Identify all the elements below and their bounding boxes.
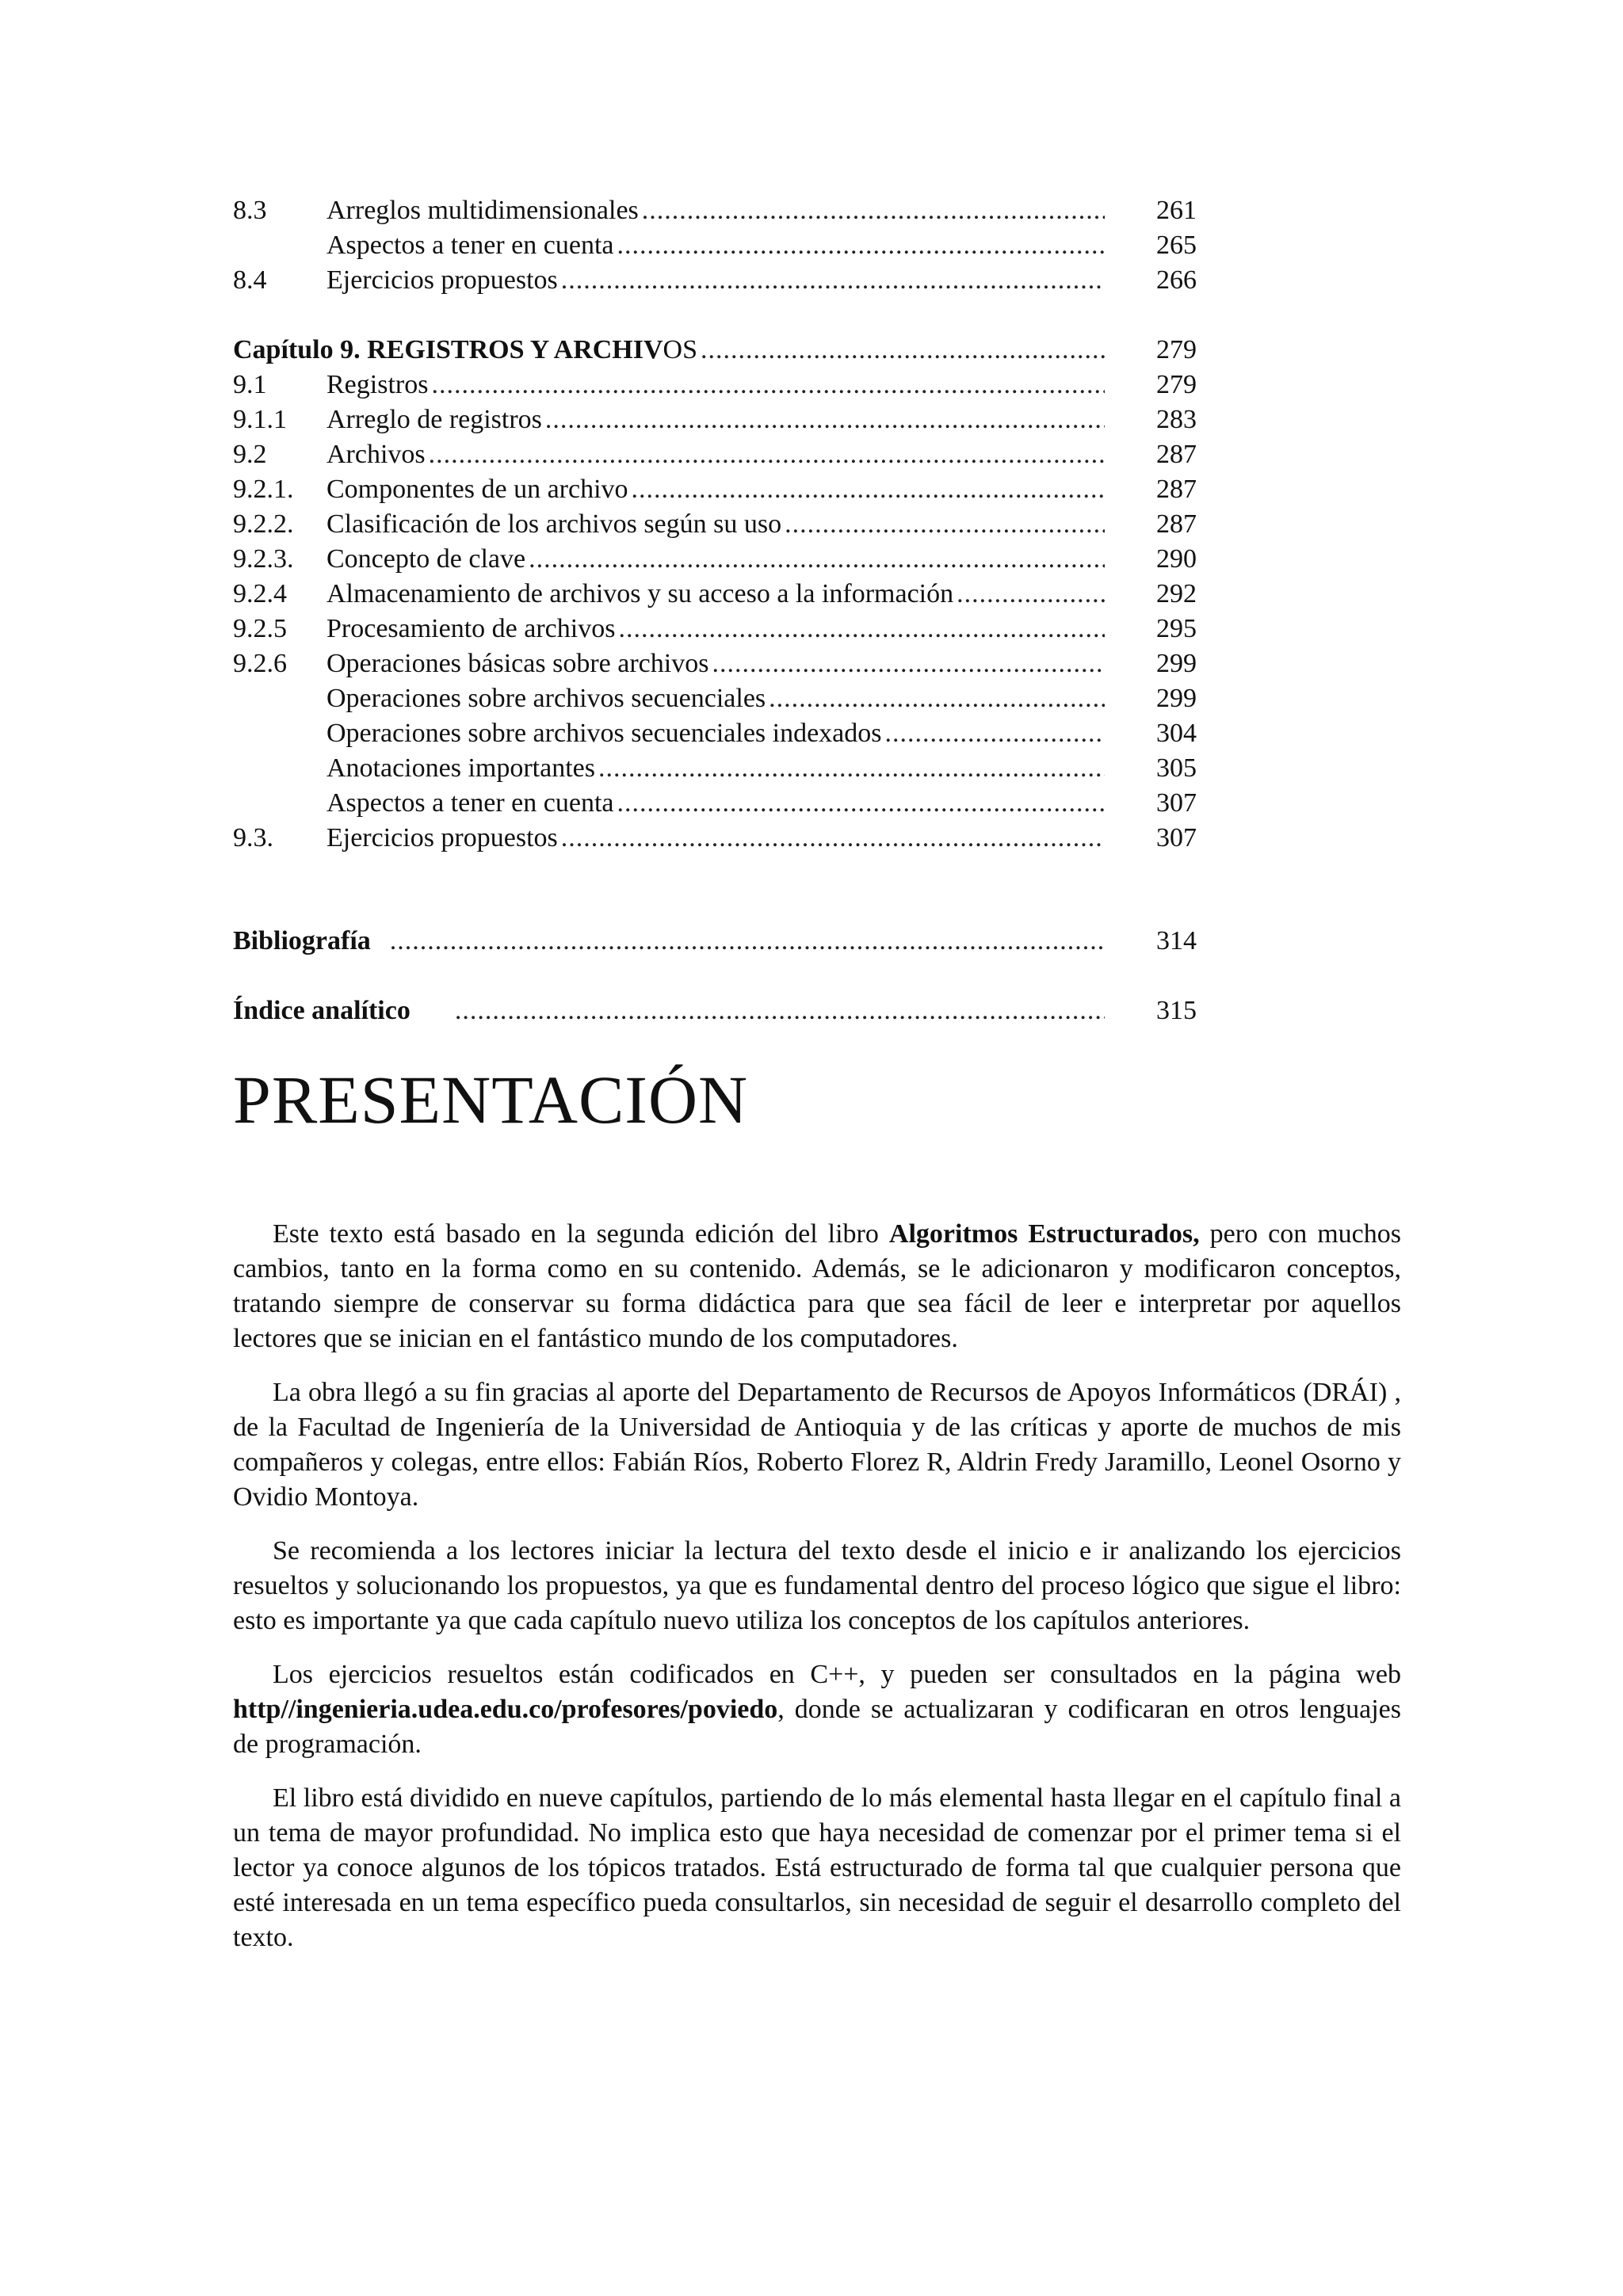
toc-dot-leader bbox=[712, 646, 1105, 681]
toc-entry bbox=[233, 577, 1197, 612]
toc-entry-page: 290 bbox=[1156, 544, 1197, 574]
toc-dot-leader bbox=[431, 368, 1105, 402]
toc-entry bbox=[233, 716, 1197, 751]
toc-entry bbox=[233, 507, 1197, 542]
toc-entry-page: 287 bbox=[1156, 440, 1197, 469]
paragraph bbox=[233, 1657, 1401, 1762]
toc-entry bbox=[233, 402, 1197, 437]
toc-entry bbox=[233, 681, 1197, 716]
toc-dot-leader bbox=[885, 716, 1105, 751]
toc-entry-page: 279 bbox=[1156, 335, 1197, 364]
toc-bibliography-entry bbox=[233, 924, 1197, 959]
toc-entry-number: 9.2.5 bbox=[233, 614, 287, 643]
toc-entry-number: 9.2.4 bbox=[233, 579, 287, 608]
paragraph-text: , donde se actualizaran y codificaran en otros lenguajes de programación. bbox=[233, 1695, 1401, 1759]
toc-entry-page: 279 bbox=[1156, 370, 1197, 399]
toc-entry-page: 287 bbox=[1156, 475, 1197, 504]
toc-entry-page: 287 bbox=[1156, 509, 1197, 539]
toc-entry bbox=[233, 646, 1197, 681]
toc-entry-page: 299 bbox=[1156, 684, 1197, 713]
toc-entry-page: 265 bbox=[1156, 231, 1197, 260]
paragraph bbox=[233, 1217, 1401, 1356]
toc-entry bbox=[233, 542, 1197, 577]
toc-entry bbox=[233, 472, 1197, 507]
toc-entry-title: Concepto de clave bbox=[327, 544, 526, 574]
toc-entry-title: Aspectos a tener en cuenta bbox=[327, 788, 614, 818]
toc-entry-page: 292 bbox=[1156, 579, 1197, 608]
toc-index-entry bbox=[233, 994, 1197, 1028]
toc-entry-title: Operaciones sobre archivos secuenciales indexados bbox=[327, 719, 882, 748]
toc-entry-page: 315 bbox=[1156, 996, 1197, 1025]
toc-entry-title: Registros bbox=[327, 370, 429, 399]
toc-dot-leader bbox=[429, 437, 1105, 472]
toc-entry-number: 9.2.3. bbox=[233, 544, 294, 574]
toc-dot-leader bbox=[632, 472, 1105, 507]
toc-dot-leader bbox=[701, 333, 1105, 368]
toc-dot-leader bbox=[529, 542, 1105, 577]
toc-entry-page: 266 bbox=[1156, 265, 1197, 295]
toc-entry-title: Aspectos a tener en cuenta bbox=[327, 231, 614, 260]
toc-dot-leader bbox=[545, 402, 1105, 437]
toc-entry-number: 9.3. bbox=[233, 823, 273, 852]
toc-entry-page: 283 bbox=[1156, 405, 1197, 434]
toc-dot-leader bbox=[561, 263, 1105, 298]
toc-entry-page: 305 bbox=[1156, 753, 1197, 783]
toc-entry bbox=[233, 786, 1197, 821]
toc-entry-number: 9.2.1. bbox=[233, 475, 294, 504]
toc-entry-number: 9.2 bbox=[233, 440, 267, 469]
toc-entry bbox=[233, 751, 1197, 786]
toc-entry-title: Arreglos multidimensionales bbox=[327, 196, 639, 225]
toc-dot-leader bbox=[642, 193, 1105, 228]
toc-entry-title: Operaciones básicas sobre archivos bbox=[327, 649, 709, 678]
toc-chapter-title-light: OS bbox=[663, 335, 698, 364]
toc-dot-leader bbox=[785, 507, 1105, 542]
table-of-contents bbox=[233, 193, 1197, 1028]
paragraph: El libro está dividido en nueve capítulos, partiendo de lo más elemental hasta llegar en el capítulo final a un tema de mayor profundidad. No implica esto que haya necesidad de comenzar por el primer tema si el lector ya conoce algunos de los tópicos tratados. Está estructurado de forma tal que cualquier persona que esté interesada en un tema específico pueda consultarlos, sin necesidad de seguir el desarrollo completo del texto. bbox=[233, 1783, 1401, 1952]
toc-entry-title: Almacenamiento de archivos y su acceso a la información bbox=[327, 579, 954, 608]
toc-entry-page: 261 bbox=[1156, 196, 1197, 225]
paragraph: Se recomienda a los lectores iniciar la lectura del texto desde el inicio e ir analizando los ejercicios resueltos y solucionando los propuestos, ya que es fundamental dentro del proceso lógico que sigue el libro: esto es importante ya que cada capítulo nuevo utiliza los conceptos de los capítulos anteriores. bbox=[233, 1536, 1401, 1635]
toc-entry-number: 9.2.2. bbox=[233, 509, 294, 539]
toc-entry-page: 314 bbox=[1156, 926, 1197, 955]
toc-dot-leader bbox=[617, 228, 1106, 263]
paragraph-text: pero con muchos cambios, tanto en la forma como en su contenido. Además, se le adicionaron y modificaron conceptos, tratando siempre de conservar su forma didáctica para que sea fácil de leer e interpretar por aquellos lectores que se inician en el fantástico mundo de los computadores. bbox=[233, 1219, 1401, 1353]
toc-entry bbox=[233, 437, 1197, 472]
toc-entry-title: Procesamiento de archivos bbox=[327, 614, 616, 643]
toc-chapter-entry bbox=[233, 333, 1197, 368]
toc-entry-title: Clasificación de los archivos según su uso bbox=[327, 509, 782, 539]
paragraph-text: Este texto está basado en la segunda edición del libro bbox=[273, 1219, 889, 1249]
toc-entry-title: Anotaciones importantes bbox=[327, 753, 595, 783]
toc-dot-leader bbox=[617, 786, 1106, 821]
toc-entry bbox=[233, 612, 1197, 646]
toc-entry-number: 9.1 bbox=[233, 370, 267, 399]
toc-entry-number: 9.1.1 bbox=[233, 405, 287, 434]
toc-entry-number: 8.3 bbox=[233, 196, 267, 225]
toc-entry bbox=[233, 821, 1197, 856]
paragraph-text: Los ejercicios resueltos están codificados en C++, y pueden ser consultados en la página web bbox=[273, 1660, 1401, 1689]
book-title: Algoritmos Estructurados, bbox=[888, 1219, 1200, 1249]
toc-entry-title: Componentes de un archivo bbox=[327, 475, 628, 504]
paragraph: La obra llegó a su fin gracias al aporte del Departamento de Recursos de Apoyos Informáticos (DRÁI) , de la Facultad de Ingeniería de la Universidad de Antioquia y de las críticas y aporte de muchos de mis compañeros y colegas, entre ellos: Fabián Ríos, Roberto Florez R, Aldrin Fredy Jaramillo, Leonel Osorno y Ovidio Montoya. bbox=[233, 1378, 1401, 1512]
toc-chapter-title bbox=[233, 333, 697, 368]
toc-entry bbox=[233, 193, 1197, 228]
toc-entry-title: Ejercicios propuestos bbox=[327, 823, 558, 852]
toc-entry-number: 8.4 bbox=[233, 265, 267, 295]
toc-dot-leader bbox=[455, 994, 1105, 1028]
toc-entry bbox=[233, 228, 1197, 263]
toc-dot-leader bbox=[561, 821, 1105, 856]
toc-dot-leader bbox=[598, 751, 1105, 786]
toc-bibliography-title: Bibliografía bbox=[233, 926, 371, 955]
toc-entry-title: Arreglo de registros bbox=[327, 405, 542, 434]
toc-entry-page: 299 bbox=[1156, 649, 1197, 678]
toc-entry-page: 307 bbox=[1156, 823, 1197, 852]
web-address: http//ingenieria.udea.edu.co/profesores/poviedo bbox=[233, 1695, 778, 1724]
toc-dot-leader bbox=[390, 924, 1105, 959]
toc-entry bbox=[233, 263, 1197, 298]
toc-entry bbox=[233, 368, 1197, 402]
toc-chapter-title-bold: Capítulo 9. REGISTROS Y ARCHIV bbox=[233, 335, 663, 364]
presentation-heading: PRESENTACIÓN bbox=[233, 1062, 749, 1138]
toc-entry-page: 307 bbox=[1156, 788, 1197, 818]
toc-entry-title: Archivos bbox=[327, 440, 426, 469]
toc-entry-title: Operaciones sobre archivos secuenciales bbox=[327, 684, 766, 713]
toc-dot-leader bbox=[957, 577, 1105, 612]
toc-entry-page: 304 bbox=[1156, 719, 1197, 748]
toc-index-title: Índice analítico bbox=[233, 996, 411, 1025]
toc-entry-title: Ejercicios propuestos bbox=[327, 265, 558, 295]
toc-entry-page: 295 bbox=[1156, 614, 1197, 643]
toc-dot-leader bbox=[769, 681, 1105, 716]
toc-entry-number: 9.2.6 bbox=[233, 649, 287, 678]
presentation-body bbox=[233, 1217, 1401, 1974]
toc-dot-leader bbox=[618, 612, 1105, 646]
